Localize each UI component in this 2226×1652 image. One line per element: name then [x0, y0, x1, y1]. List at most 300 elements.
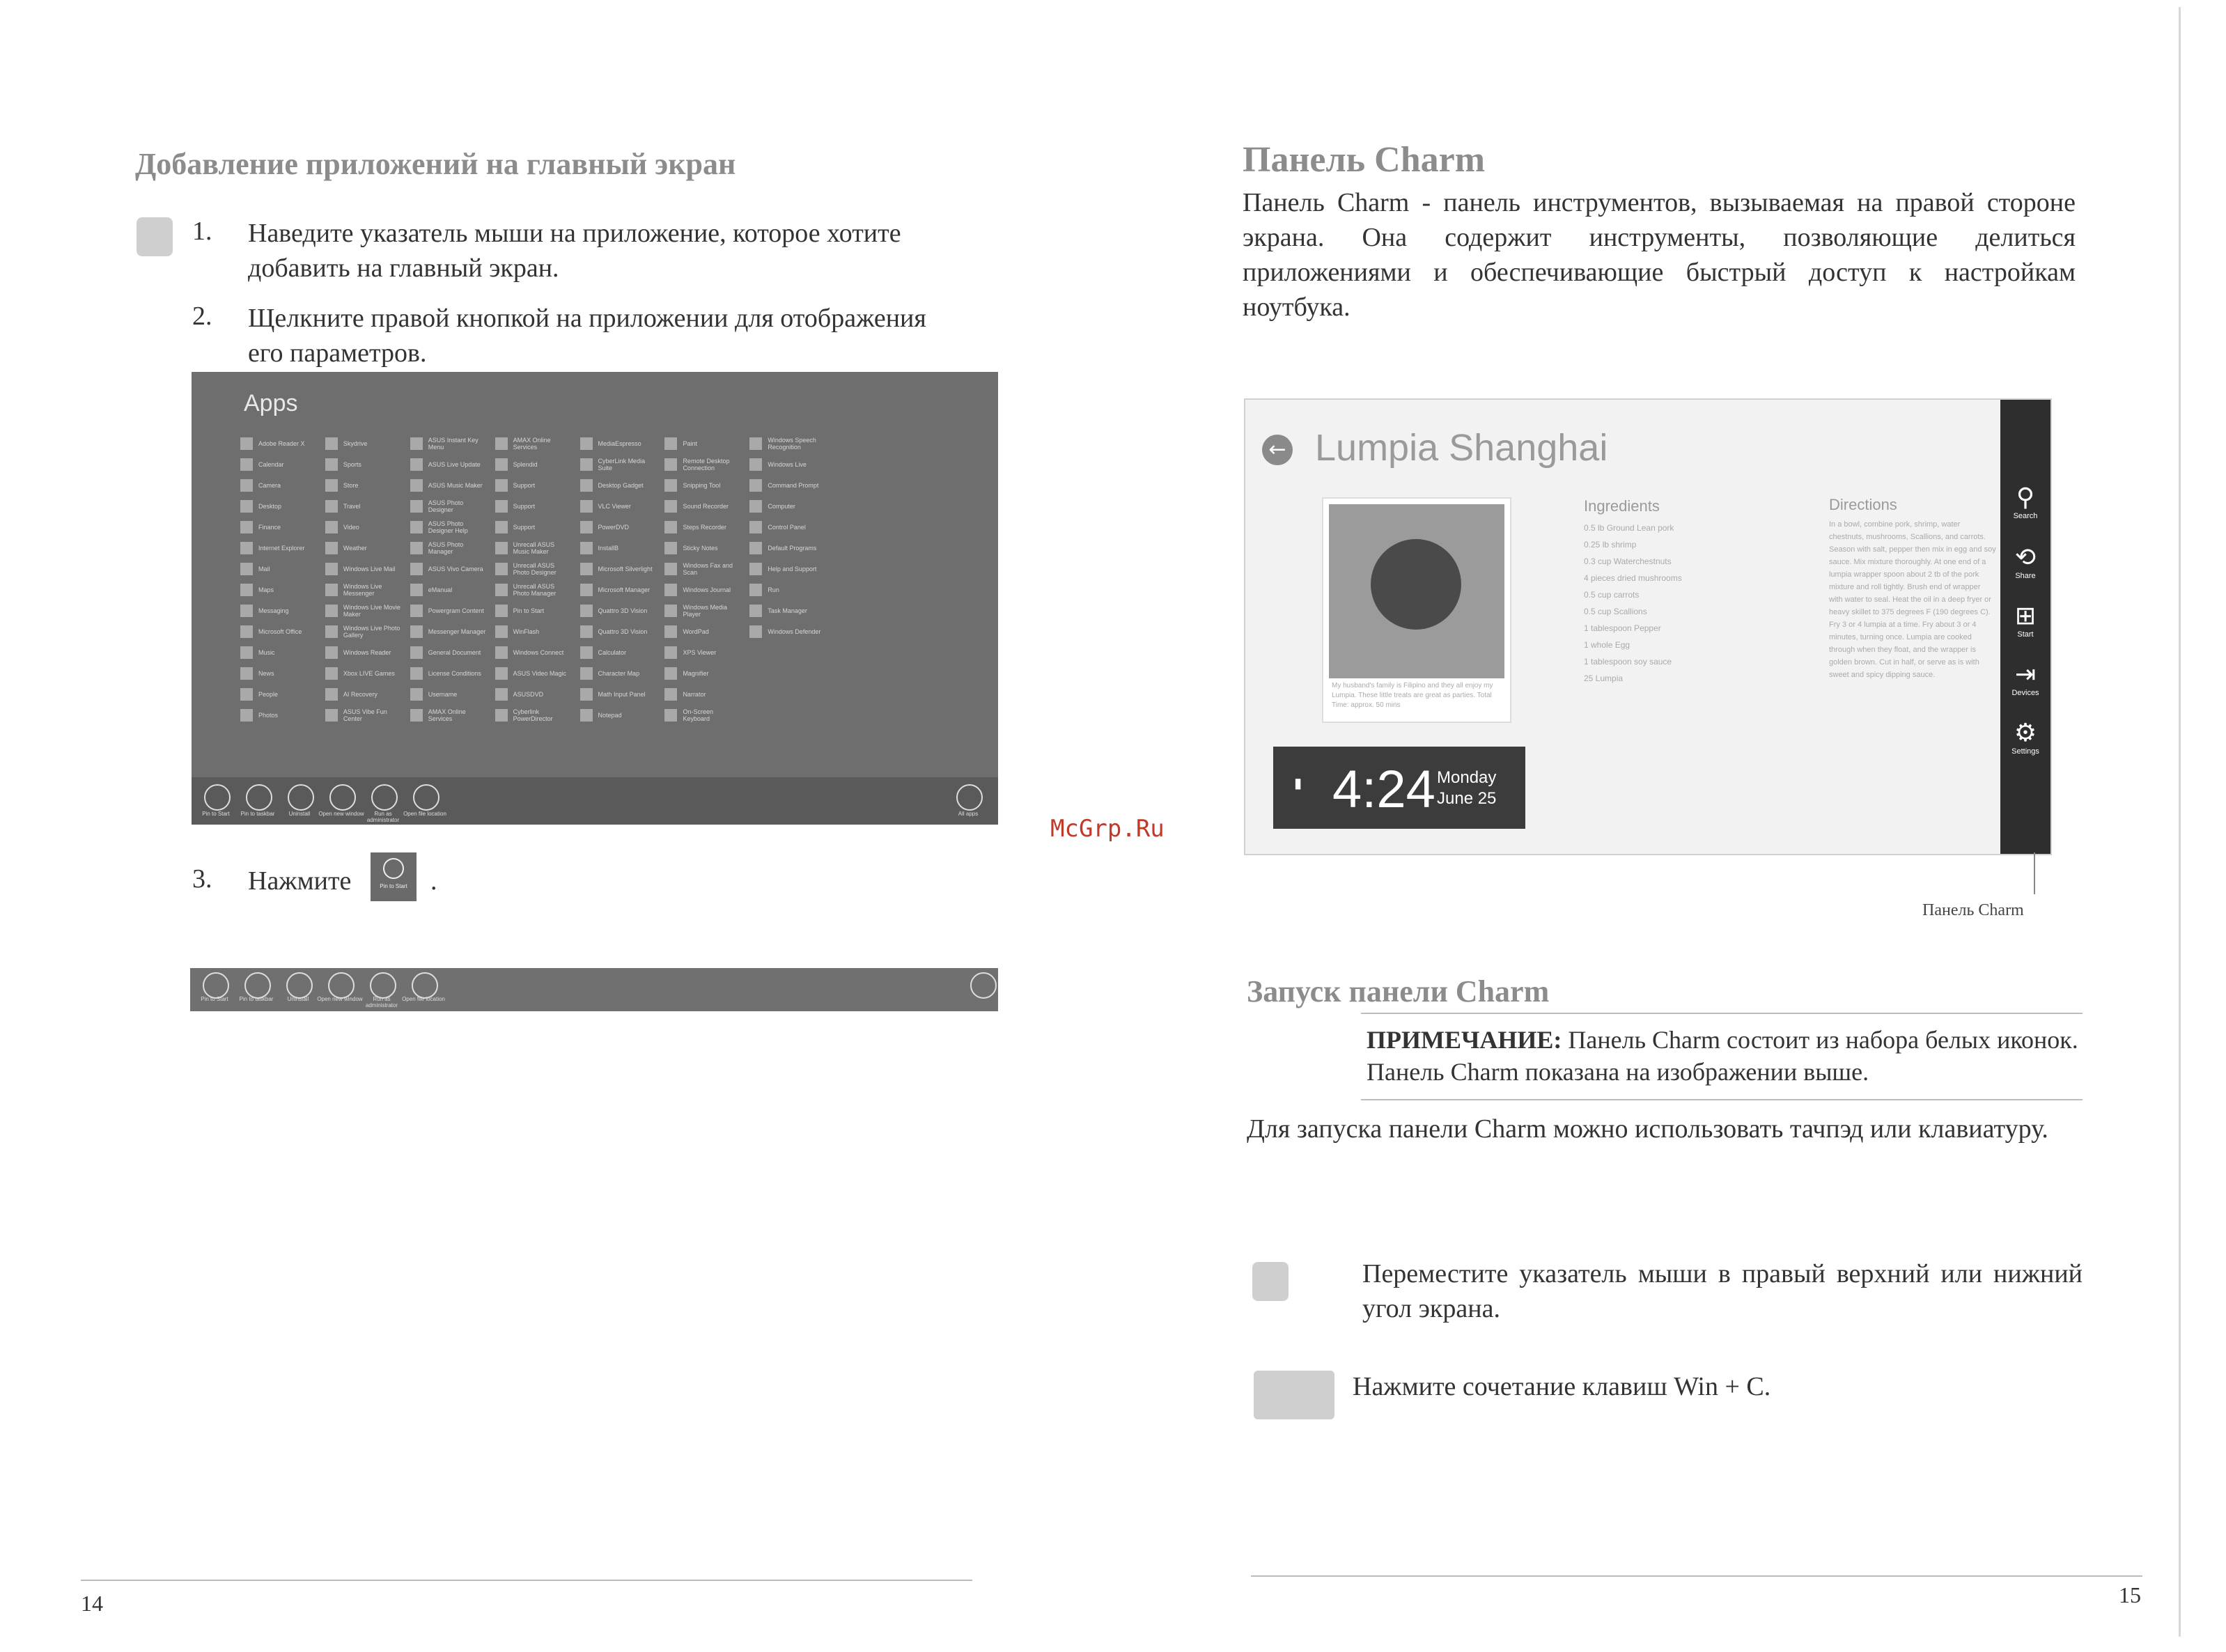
app-tile[interactable] [495, 517, 572, 538]
app-tile[interactable] [749, 538, 826, 559]
app-label: XPS Viewer [683, 649, 717, 656]
app-label: Splendid [513, 461, 538, 468]
step-number: 1. [192, 217, 212, 246]
section-heading-charm: Панель Charm [1243, 140, 1486, 180]
app-icon [410, 542, 423, 554]
app-label: Video [343, 524, 359, 531]
apps-title: Apps [244, 390, 298, 416]
app-icon [664, 646, 677, 659]
app-label: Paint [683, 440, 697, 447]
app-label: Maps [258, 586, 274, 593]
app-icon [580, 646, 593, 659]
charm-label: Devices [2011, 689, 2039, 697]
app-label: Default Programs [768, 545, 817, 552]
app-tile[interactable] [749, 621, 826, 642]
ingredient-item: 0.25 lb shrimp [1584, 540, 1637, 550]
app-tile[interactable] [410, 705, 487, 726]
app-icon [749, 605, 762, 617]
app-label: Snipping Tool [683, 482, 721, 489]
appbar-button-label: Run as administrator [366, 811, 400, 823]
app-tile[interactable] [240, 579, 317, 600]
note-rule-bottom [1361, 1099, 2083, 1100]
app-tile[interactable] [325, 705, 402, 726]
app-icon [580, 479, 593, 492]
figure-caption: Панель Charm [1922, 901, 2024, 919]
app-label: ASUSDVD [513, 691, 544, 698]
appbar-button-label: Pin to taskbar [239, 996, 274, 1002]
app-label: Windows Live Movie Maker [343, 604, 400, 618]
app-tile[interactable] [664, 538, 741, 559]
section-heading-launch-charm: Запуск панели Charm [1247, 974, 1550, 1008]
app-tile[interactable] [664, 684, 741, 705]
appbar-button-label: Run as administrator [365, 996, 398, 1008]
app-tile[interactable] [495, 496, 572, 517]
intro-paragraph: Панель Charm - панель инструментов, вызываемая на правой стороне экрана. Она содержит инструменты, позволяющие делиться приложениями и обеспечивающие быстрый доступ к настройкам ноутбука. [1243, 188, 2076, 322]
app-icon [580, 709, 593, 722]
appbar-button-icon[interactable] [244, 972, 271, 999]
app-tile[interactable] [325, 454, 402, 475]
ingredient-item: 25 Lumpia [1584, 673, 1624, 683]
app-label: Cyberlink PowerDirector [513, 708, 553, 722]
app-icon [495, 688, 508, 701]
app-tile[interactable] [240, 475, 317, 496]
charm-label: Share [2015, 572, 2036, 580]
appbar-button-label: Pin to taskbar [240, 811, 275, 817]
all-apps-icon[interactable] [956, 784, 983, 811]
app-icon [495, 625, 508, 638]
appbar-button-label: Uninstall [287, 996, 309, 1002]
app-label: Microsoft Office [258, 628, 302, 635]
app-label: On-Screen Keyboard [683, 708, 713, 722]
back-arrow-icon[interactable]: ← [1262, 435, 1293, 465]
app-tile[interactable] [664, 579, 741, 600]
app-icon [240, 625, 253, 638]
charm-share[interactable] [2000, 543, 2050, 580]
app-tile[interactable] [749, 475, 826, 496]
app-label: Username [428, 691, 458, 698]
app-tile[interactable] [580, 621, 657, 642]
app-tile[interactable] [580, 579, 657, 600]
page-number: 14 [81, 1591, 103, 1616]
app-tile[interactable] [240, 454, 317, 475]
app-label: Powergram Content [428, 607, 484, 614]
app-tile[interactable] [325, 642, 402, 663]
app-icon [240, 500, 253, 513]
directions-heading: Directions [1829, 496, 1897, 513]
app-icon [325, 437, 338, 450]
app-label: Character Map [598, 670, 640, 677]
app-label: AMAX Online Services [513, 437, 551, 451]
keyboard-instruction: Нажмите сочетание клавиш Win + C. [1353, 1372, 1771, 1401]
app-label: Windows Live Photo Gallery [343, 625, 400, 639]
appbar-button-icon[interactable] [246, 784, 272, 811]
app-tile[interactable] [240, 642, 317, 663]
app-tile[interactable] [664, 433, 741, 454]
app-icon [495, 646, 508, 659]
app-label: Skydrive [343, 440, 368, 447]
app-tile[interactable] [580, 559, 657, 579]
app-tile[interactable] [495, 579, 572, 600]
charm-label: Start [2017, 630, 2034, 639]
app-label: WordPad [683, 628, 709, 635]
app-label: Windows Journal [683, 586, 731, 593]
app-tile[interactable] [749, 600, 826, 621]
app-label: MediaEspresso [598, 440, 641, 447]
ingredients-heading: Ingredients [1584, 497, 1660, 515]
app-icon [410, 584, 423, 596]
app-tile[interactable] [325, 559, 402, 579]
app-icon [580, 521, 593, 533]
app-tile[interactable] [410, 433, 487, 454]
app-tile[interactable] [240, 433, 317, 454]
app-label: ASUS Live Update [428, 461, 481, 468]
app-label: License Conditions [428, 670, 481, 677]
app-tile[interactable] [495, 684, 572, 705]
app-label: Messenger Manager [428, 628, 486, 635]
appbar-button-label: Open new window [318, 811, 364, 817]
app-icon [580, 688, 593, 701]
app-tile[interactable] [325, 496, 402, 517]
app-tile[interactable] [495, 433, 572, 454]
app-icon [410, 500, 423, 513]
app-label: Unrecall ASUS Music Maker [513, 541, 555, 555]
ingredients-list [1584, 520, 1682, 687]
app-label: Sound Recorder [683, 503, 729, 510]
app-label: Computer [768, 503, 795, 510]
app-tile[interactable] [580, 642, 657, 663]
charm-screenshot [1244, 398, 2052, 855]
app-icon [240, 437, 253, 450]
plate-image [1371, 539, 1461, 630]
app-tile[interactable] [580, 705, 657, 726]
ingredient-item: 1 tablespoon Pepper [1584, 623, 1661, 633]
app-icon [664, 563, 677, 575]
appbar-button-icon[interactable] [286, 972, 313, 999]
app-icon [325, 521, 338, 533]
app-label: Narrator [683, 691, 706, 698]
start-icon: ⊞ [2014, 602, 2037, 630]
app-icon [749, 458, 762, 471]
recipe-photo [1329, 504, 1504, 678]
page-number: 15 [2119, 1582, 2141, 1607]
app-tile[interactable] [495, 559, 572, 579]
app-tile[interactable] [325, 600, 402, 621]
app-icon [580, 542, 593, 554]
app-label: Desktop Gadget [598, 482, 644, 489]
step-text: Щелкните правой кнопкой на приложении для отображения его параметров. [248, 304, 926, 368]
app-tile[interactable] [410, 600, 487, 621]
app-icon [664, 521, 677, 533]
appbar-button-icon[interactable] [203, 972, 229, 999]
clock-date-text: June 25 [1437, 789, 1497, 808]
app-tile[interactable] [325, 538, 402, 559]
app-icon [664, 458, 677, 471]
app-tile[interactable] [580, 475, 657, 496]
app-icon [325, 605, 338, 617]
app-tile[interactable] [410, 579, 487, 600]
app-tile[interactable] [580, 433, 657, 454]
app-label: Adobe Reader X [258, 440, 305, 447]
app-icon [325, 709, 338, 722]
app-tile[interactable] [495, 705, 572, 726]
app-label: Music [258, 649, 275, 656]
app-tile[interactable] [580, 496, 657, 517]
app-icon [325, 542, 338, 554]
app-label: Mail [258, 566, 270, 572]
charm-settings[interactable] [2000, 719, 2050, 756]
app-tile[interactable] [664, 600, 741, 621]
app-tile[interactable] [325, 579, 402, 600]
app-tile[interactable] [664, 454, 741, 475]
app-icon [495, 500, 508, 513]
app-tile[interactable] [580, 454, 657, 475]
app-icon [580, 437, 593, 450]
app-label: Windows Live [768, 461, 807, 468]
app-tile[interactable] [240, 559, 317, 579]
app-label: Windows Speech Recognition [768, 437, 816, 451]
pin-icon [383, 858, 404, 879]
appbar-button-label: Open file location [403, 811, 446, 817]
app-icon [664, 479, 677, 492]
directions-text: In a bowl, combine pork, shrimp, water chestnuts, mushrooms, Scallions, and carrots. Season with salt, pepper then mix in egg and soy sauce. Mix mixture thoroughly. At one end of a lumpia wrapper spoon about 2 tb of the pork mixture and roll tightly. Brush end of wrapper with water to seal. Heat the oil in a deep fryer or heavy skillet to 375 degrees F (190 degrees C). Fry 3 or 4 lumpia at a time. Fry about 3 or 4 minutes, turning once. Lumpia are cooked through when they float, and the wrapper is golden brown. Cut in half, or serve as is with sweet and spicy dipping sauce. [1829, 520, 1996, 679]
app-icon [410, 646, 423, 659]
app-label: Sports [343, 461, 361, 468]
app-tile[interactable] [240, 705, 317, 726]
app-tile[interactable] [495, 454, 572, 475]
app-tile[interactable] [325, 475, 402, 496]
app-label: Finance [258, 524, 281, 531]
search-icon: ⚲ [2016, 483, 2035, 512]
app-icon [240, 521, 253, 533]
app-tile[interactable] [240, 663, 317, 684]
recipe-title: Lumpia Shanghai [1315, 427, 1608, 469]
app-label: PowerDVD [598, 524, 630, 531]
appbar-button-icon[interactable] [371, 784, 398, 811]
app-label: ASUS Photo Designer Help [428, 520, 468, 534]
all-apps-icon[interactable] [970, 972, 997, 999]
app-label: Notepad [598, 712, 622, 719]
app-tile[interactable] [580, 600, 657, 621]
app-icon [325, 646, 338, 659]
touchpad-icon [137, 217, 173, 256]
app-tile[interactable] [495, 663, 572, 684]
app-tile[interactable] [240, 517, 317, 538]
app-icon [240, 605, 253, 617]
app-tile[interactable] [325, 517, 402, 538]
footer-rule [1251, 1575, 2142, 1577]
note-block [1367, 1024, 2083, 1088]
note-rule-top [1361, 1013, 2083, 1014]
app-label: Support [513, 524, 536, 531]
app-icon [325, 458, 338, 471]
share-icon: ⟲ [2014, 543, 2037, 572]
app-tile[interactable] [410, 475, 487, 496]
app-icon [240, 584, 253, 596]
app-tile[interactable] [749, 496, 826, 517]
app-label: Steps Recorder [683, 524, 726, 531]
app-tile[interactable] [410, 642, 487, 663]
app-tile[interactable] [240, 538, 317, 559]
section-heading-add-apps: Добавление приложений на главный экран [135, 147, 736, 181]
app-icon [749, 437, 762, 450]
app-tile[interactable] [495, 642, 572, 663]
apps-screenshot [192, 372, 998, 825]
app-label: Photos [258, 712, 279, 719]
charm-devices[interactable] [2000, 660, 2050, 697]
app-icon [325, 500, 338, 513]
app-label: Magnifier [683, 670, 709, 677]
appbar-button-icon[interactable] [329, 784, 356, 811]
app-label: Windows Defender [768, 628, 821, 635]
app-icon [410, 688, 423, 701]
app-icon [240, 646, 253, 659]
app-label: ASUS Photo Designer [428, 499, 464, 513]
appbar-button-label: Pin to Start [202, 811, 230, 817]
app-tile[interactable] [240, 684, 317, 705]
appbar-button-icon[interactable] [204, 784, 231, 811]
app-tile[interactable] [410, 517, 487, 538]
appbar-button-icon[interactable] [328, 972, 355, 999]
app-tile[interactable] [410, 684, 487, 705]
app-tile[interactable] [495, 600, 572, 621]
app-tile[interactable] [410, 538, 487, 559]
app-tile[interactable] [749, 559, 826, 579]
app-icon [664, 667, 677, 680]
app-label: ASUS Vibe Fun Center [343, 708, 387, 722]
app-icon [240, 709, 253, 722]
app-icon [410, 605, 423, 617]
app-tile[interactable] [240, 621, 317, 642]
app-icon [664, 437, 677, 450]
callout-line [2034, 852, 2035, 894]
app-label: Xbox LIVE Games [343, 670, 395, 677]
app-label: VLC Viewer [598, 503, 631, 510]
app-label: WinFlash [513, 628, 540, 635]
app-label: Internet Explorer [258, 545, 305, 552]
app-tile[interactable] [664, 705, 741, 726]
app-icon [664, 688, 677, 701]
app-label: ASUS Music Maker [428, 482, 483, 489]
app-icon [325, 667, 338, 680]
app-tile[interactable] [580, 538, 657, 559]
app-tile[interactable] [325, 684, 402, 705]
app-tile[interactable] [580, 684, 657, 705]
app-icon [325, 625, 338, 638]
app-tile[interactable] [410, 621, 487, 642]
recipe-photo-card [1322, 497, 1511, 723]
app-label: InstallB [598, 545, 619, 552]
app-tile[interactable] [664, 559, 741, 579]
app-icon [410, 479, 423, 492]
app-icon [495, 542, 508, 554]
clock-date [1437, 767, 1496, 809]
app-tile[interactable] [325, 621, 402, 642]
app-tile[interactable] [749, 454, 826, 475]
app-tile[interactable] [664, 621, 741, 642]
app-label: Messaging [258, 607, 289, 614]
app-tile[interactable] [495, 475, 572, 496]
ingredient-item: 0.3 cup Waterchestnuts [1584, 556, 1672, 566]
app-label: Microsoft Silverlight [598, 566, 653, 572]
app-label: Camera [258, 482, 281, 489]
app-bar [192, 777, 998, 825]
app-tile[interactable] [240, 600, 317, 621]
app-tile[interactable] [410, 559, 487, 579]
step-number: 2. [192, 302, 212, 331]
charm-bar [2000, 400, 2050, 854]
app-label: Pin to Start [513, 607, 545, 614]
charm-search[interactable] [2000, 483, 2050, 520]
app-label: Windows Connect [513, 649, 564, 656]
app-tile[interactable] [580, 517, 657, 538]
app-icon [580, 563, 593, 575]
app-icon [664, 500, 677, 513]
app-icon [580, 458, 593, 471]
app-icon [664, 542, 677, 554]
app-tile[interactable] [410, 454, 487, 475]
app-tile[interactable] [325, 663, 402, 684]
app-label: Travel [343, 503, 361, 510]
step-text: Нажмите [248, 866, 352, 896]
charm-label: Settings [2011, 747, 2039, 756]
app-tile[interactable] [410, 663, 487, 684]
step-trailing: . [430, 866, 437, 896]
pin-to-start-button[interactable] [371, 852, 417, 901]
app-tile[interactable] [664, 663, 741, 684]
app-tile[interactable] [325, 433, 402, 454]
app-icon [580, 500, 593, 513]
step-text: Наведите указатель мыши на приложение, которое хотите добавить на главный экран. [248, 219, 901, 283]
app-label: Math Input Panel [598, 691, 646, 698]
app-icon [495, 667, 508, 680]
app-label: General Document [428, 649, 481, 656]
app-icon [410, 625, 423, 638]
appbar-button-icon[interactable] [412, 972, 438, 999]
app-tile[interactable] [495, 621, 572, 642]
app-tile[interactable] [240, 496, 317, 517]
app-label: CyberLink Media Suite [598, 458, 646, 472]
app-icon [495, 709, 508, 722]
app-tile[interactable] [580, 663, 657, 684]
app-icon [749, 563, 762, 575]
ingredient-item: 4 pieces dried mushrooms [1584, 573, 1682, 583]
app-tile[interactable] [749, 433, 826, 454]
app-icon [495, 584, 508, 596]
appbar-button-icon[interactable] [413, 784, 439, 811]
app-tile[interactable] [664, 517, 741, 538]
appbar-button-icon[interactable] [370, 972, 396, 999]
app-tile[interactable] [664, 642, 741, 663]
app-icon [749, 479, 762, 492]
photo-caption: My husband's family is Filipino and they all enjoy my Lumpia. These little treats are great as parties. Total Time: approx. 50 mins [1332, 682, 1493, 709]
app-icon [664, 605, 677, 617]
app-icon [240, 458, 253, 471]
app-tile[interactable] [664, 475, 741, 496]
app-icon [325, 479, 338, 492]
app-icon [580, 584, 593, 596]
charm-start[interactable] [2000, 602, 2050, 639]
ingredient-item: 1 whole Egg [1584, 640, 1630, 650]
app-tile[interactable] [495, 538, 572, 559]
app-tile[interactable] [749, 579, 826, 600]
app-tile[interactable] [749, 517, 826, 538]
ingredient-item: 1 tablespoon soy sauce [1584, 657, 1672, 667]
app-tile[interactable] [410, 496, 487, 517]
app-tile[interactable] [664, 496, 741, 517]
app-icon [325, 584, 338, 596]
appbar-button-icon[interactable] [288, 784, 314, 811]
app-bar-highlighted [190, 968, 998, 1011]
